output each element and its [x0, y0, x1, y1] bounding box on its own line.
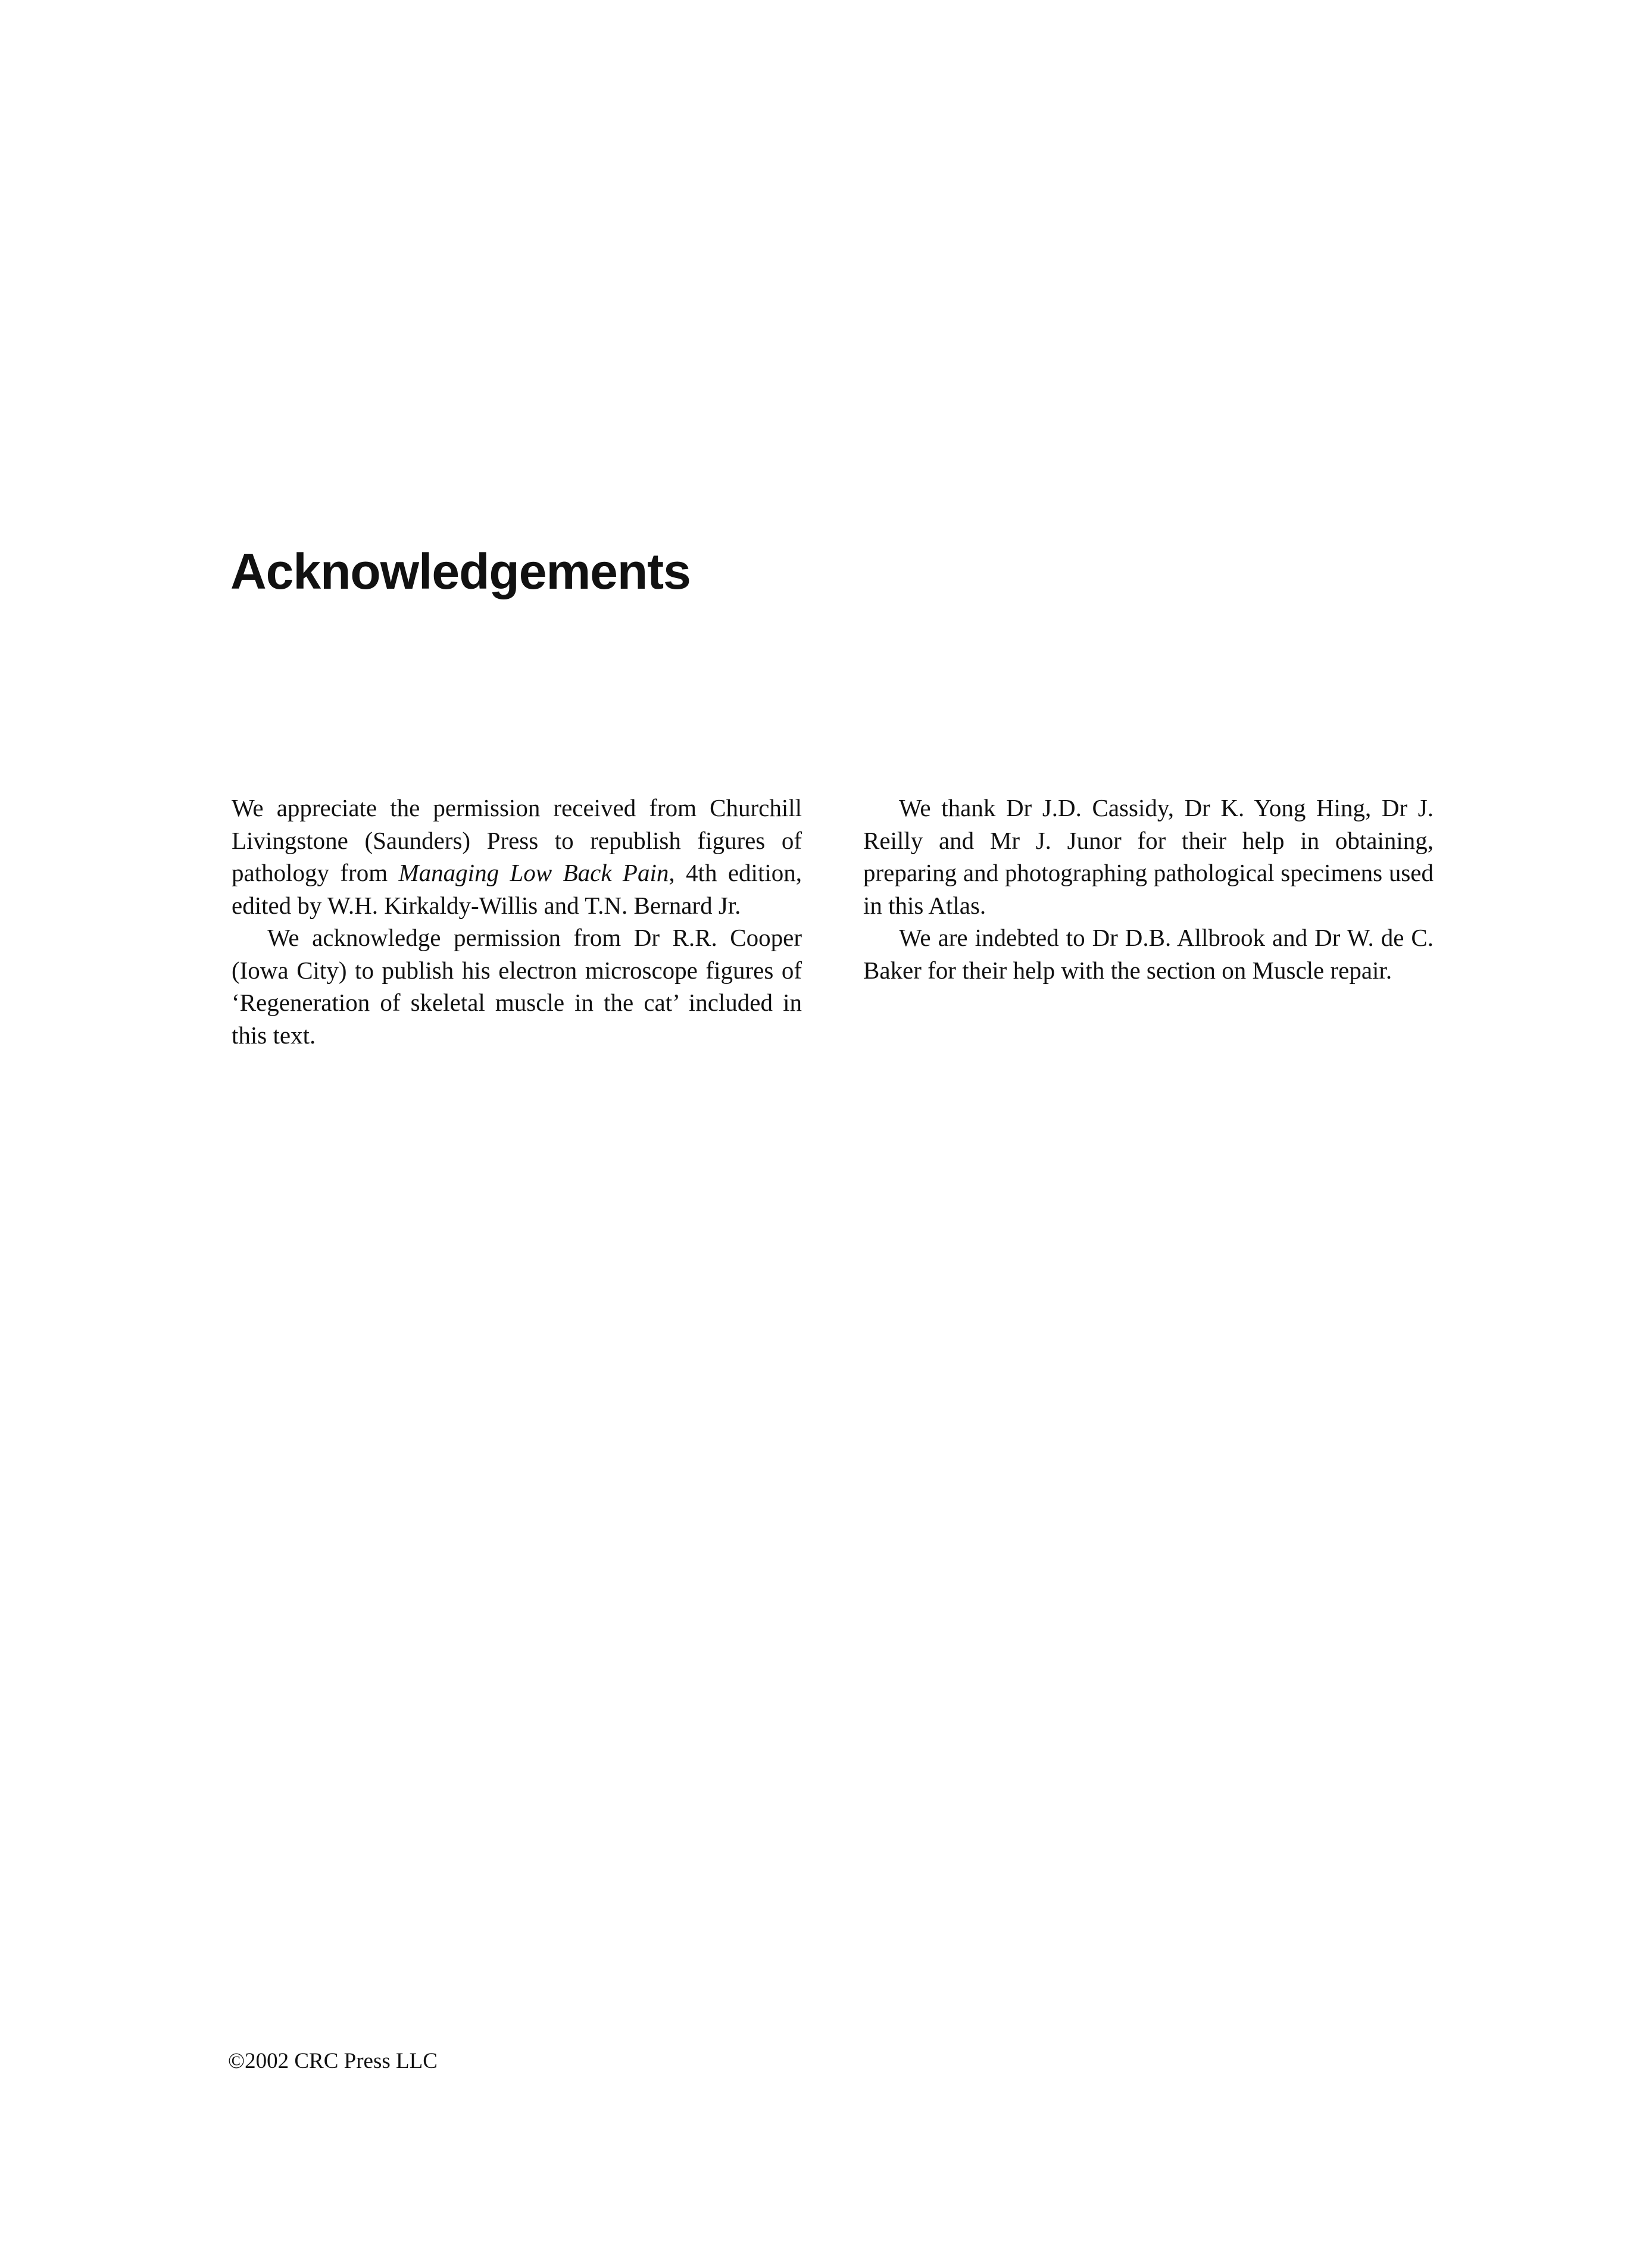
copyright-footer: ©2002 CRC Press LLC — [228, 2049, 438, 2073]
paragraph-thanks-muscle-repair: We are indebted to Dr D.B. Allbrook and Dr W. de C. Baker for their help with the section on Muscle repair. — [863, 924, 1434, 984]
page-title: Acknowledgements — [230, 543, 691, 599]
paragraph-permission-saunders — [232, 792, 802, 921]
paragraph-text: We appreciate the permission received from Churchill Livingstone (Saunders) Press to republish figures of pathology from — [232, 794, 802, 886]
left-column — [232, 792, 802, 1051]
paragraph-permission-cooper: We acknowledge permission from Dr R.R. Cooper (Iowa City) to publish his electron microscope figures of ‘Regeneration of skeletal muscle in the cat’ included in this text. — [232, 924, 802, 1049]
right-column — [863, 792, 1434, 986]
book-title: Managing Low Back Pain — [398, 859, 669, 886]
paragraph-thanks-specimens: We thank Dr J.D. Cassidy, Dr K. Yong Hing, Dr J. Reilly and Mr J. Junor for their help in obtaining, preparing and photographing pathological specimens used in this Atlas. — [863, 794, 1434, 919]
paragraph-text: , 4th edition, edited by W.H. Kirkaldy-Willis and T.N. Bernard Jr. — [232, 859, 802, 919]
